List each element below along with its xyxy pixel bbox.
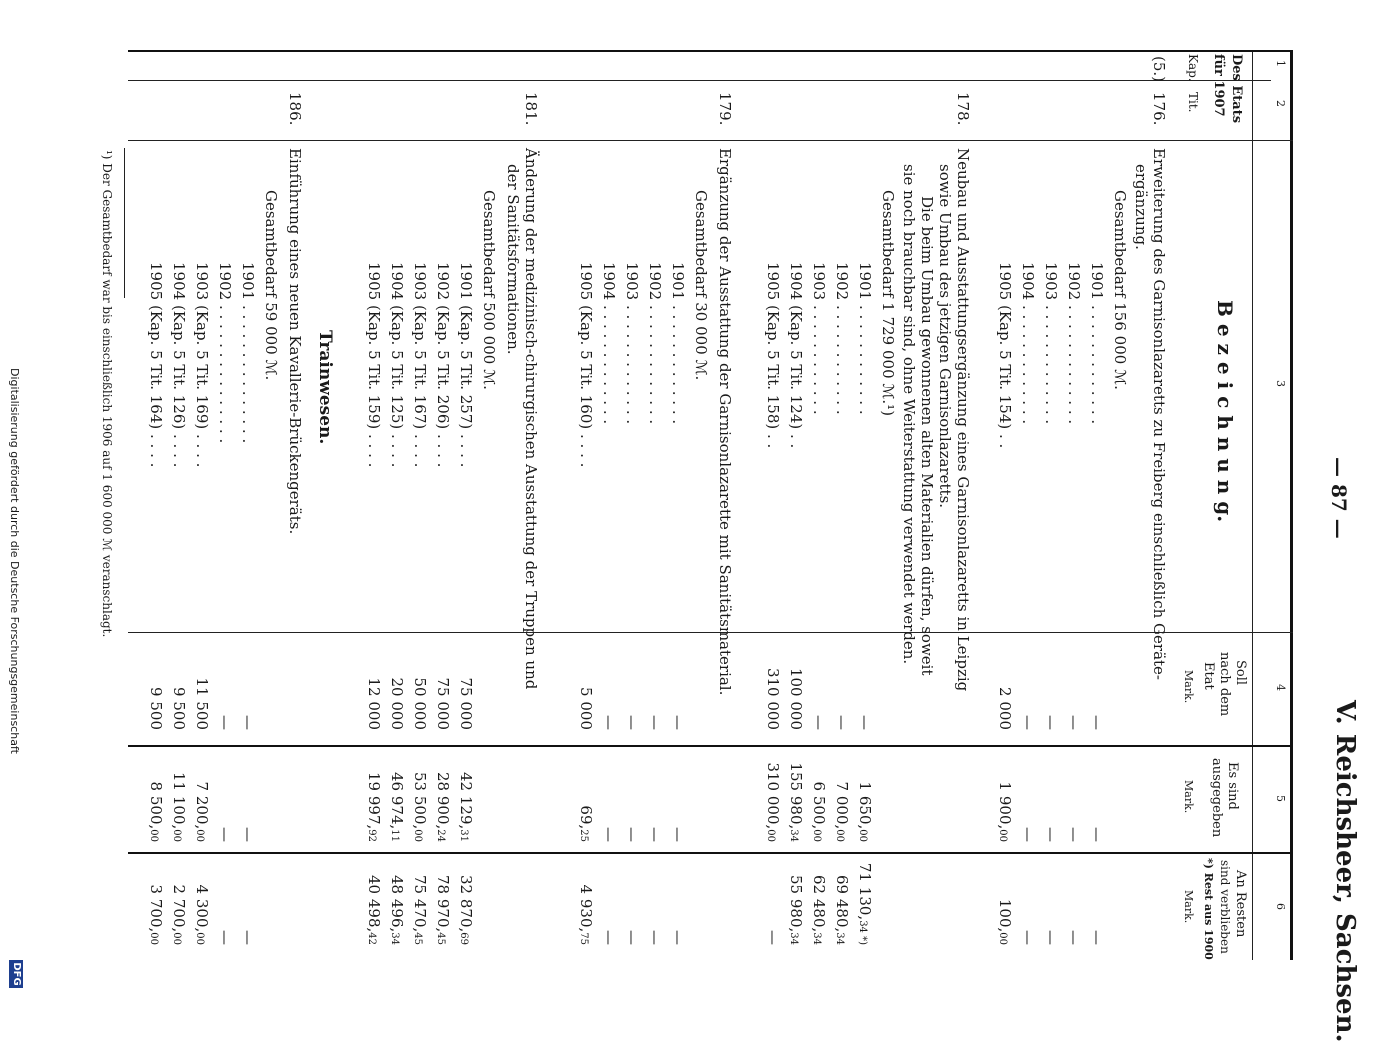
soll-value: — [646,715,664,730]
ausgegeben-value: 155 980,34 [787,762,805,842]
soll-value: — [1042,715,1060,730]
resten-value: 3 700,00 [147,884,165,945]
soll-value: 2 000 [996,687,1014,730]
tit-number: 179. [716,92,734,126]
soll-value: — [810,715,828,730]
col-number-5: 5 [1274,795,1287,802]
soll-value: — [239,715,257,730]
ausgegeben-value: 42 129,31 [457,772,475,842]
dfg-logo: DFG [9,960,23,988]
row-label: 1903 . . . . . . . . . . . . [810,262,828,415]
section-text-line: Einführung eines neuen Kavallerie-Brückengeräts. [286,148,304,535]
resten-value: — [646,930,664,945]
resten-value: 4 300,00 [193,884,211,945]
ausgegeben-value: — [646,827,664,842]
resten-value: 48 496,34 [388,875,406,945]
ausgegeben-value: — [239,827,257,842]
tit-number: 178. [954,92,972,126]
soll-value: — [1088,715,1106,730]
ausgegeben-value: — [600,827,618,842]
row-label: 1905 (Kap. 5 Tit. 154) . . [996,262,1014,449]
soll-value: — [669,715,687,730]
row-label: 1904 . . . . . . . . . . . . . [1019,262,1037,425]
col-number-6: 6 [1274,903,1287,910]
resten-value: 78 970,45 [434,875,452,945]
header-ausgegeben-1: Es sind [1225,762,1240,810]
ausgegeben-column-line [128,745,1293,747]
soll-value: 20 000 [388,677,406,730]
unit-resten: Mark. [1182,890,1195,924]
tit-number: 186. [286,92,304,126]
resten-value: 75 470,45 [411,875,429,945]
ausgegeben-value: — [1042,827,1060,842]
tit-number: 176. [1150,92,1168,126]
row-label: 1902 . . . . . . . . . . . . . [646,262,664,425]
section-text-line: ergänzung. [1132,164,1150,250]
header-soll-1: Soll [1233,660,1248,686]
page-number: — 87 — [1327,457,1351,539]
soll-value: — [856,715,874,730]
ausgegeben-value: 8 500,00 [147,781,165,842]
gesamtbedarf: Gesamtbedarf 30 000 ℳ. [692,190,710,381]
ausgegeben-value: — [669,827,687,842]
section-text-line: Ergänzung der Ausstattung der Garnisonlazarette mit Sanitätsmaterial. [716,148,734,696]
ausgegeben-value: 1 900,00 [996,781,1014,842]
section-text-line: sowie Umbau des jetzigen Garnisonlazaretts. [936,164,954,509]
gesamtbedarf: Gesamtbedarf 59 000 ℳ. [262,190,280,381]
ausgegeben-value: 6 500,00 [810,781,828,842]
section-text-line: sie noch brauchbar sind, ohne Weiterstattung verwendet werden. [900,164,918,665]
row-label: 1901 . . . . . . . . . . . . . [669,262,687,425]
resten-value: — [239,930,257,945]
resten-value: 4 930,75 [577,884,595,945]
soll-value: — [600,715,618,730]
digitization-note: Digitalisierung gefördert durch die Deutsche Forschungsgemeinschaft [8,368,21,754]
resten-value: 55 980,34 [787,875,805,945]
soll-value: 12 000 [365,677,383,730]
resten-value: — [1042,930,1060,945]
ausgegeben-value: 53 500,00 [411,772,429,842]
row-label: 1903 (Kap. 5 Tit. 167) . . . . [411,262,429,468]
resten-value: — [623,930,641,945]
soll-value: 9 500 [147,687,165,730]
soll-value: — [1019,715,1037,730]
row-label: 1904 (Kap. 5 Tit. 124) . . [787,262,805,449]
resten-value: — [216,930,234,945]
ausgegeben-value: 310 000,00 [764,762,782,842]
soll-value: 5 000 [577,687,595,730]
section-text-line: Änderung der medizinisch-chirurgischen Ausstattung der Truppen und [522,148,540,690]
header-resten-3: *) Rest aus 1900 [1202,858,1215,960]
ausgegeben-value: 7 200,00 [193,781,211,842]
header-etat-line1: Des Etats [1229,54,1244,124]
row-label: 1902 . . . . . . . . . . . . [833,262,851,415]
row-label: 1905 (Kap. 5 Tit. 160) . . . . [577,262,595,468]
footnote: ¹) Der Gesamtbedarf war bis einschließlich 1906 auf 1 600 000 ℳ veranschlagt. [100,150,114,638]
soll-value: 9 500 [170,687,188,730]
ausgegeben-value: 46 974,11 [388,772,406,842]
resten-value: 32 870,69 [457,875,475,945]
resten-value: — [600,930,618,945]
row-label: 1902 . . . . . . . . . . . . . . . [216,262,234,444]
ausgegeben-value: 69,25 [577,805,595,842]
ausgegeben-value: 28 900,24 [434,772,452,842]
col-number-4: 4 [1274,684,1287,691]
row-label: 1905 (Kap. 5 Tit. 164) . . . . [147,262,165,468]
kap-number: (5.) [1150,56,1168,83]
kap-tit-divider [128,80,1271,81]
ausgegeben-value: 1 650,00 [856,781,874,842]
footnote-rule [124,148,125,298]
soll-value: 50 000 [411,677,429,730]
resten-value: — [764,930,782,945]
row-label: 1904 (Kap. 5 Tit. 125) . . . . [388,262,406,468]
resten-column-line [128,852,1293,854]
header-etat-line2: für 1907 [1211,54,1226,117]
section-text-line: Neubau und Ausstattungsergänzung eines Garnisonlazaretts in Leipzig [954,148,972,692]
row-label: 1901 . . . . . . . . . . . . [856,262,874,415]
ausgegeben-value: 7 000,00 [833,781,851,842]
ausgegeben-value: 11 100,00 [170,772,188,842]
row-label: 1905 (Kap. 5 Tit. 159) . . . . [365,262,383,468]
soll-value: — [623,715,641,730]
ausgegeben-value: — [1019,827,1037,842]
section-text-line: Die beim Umbau gewonnenen alten Materialien dürfen, soweit [918,196,936,676]
ausgegeben-value: 19 997,92 [365,772,383,842]
resten-value: 69 480,34 [833,875,851,945]
ausgegeben-value: — [1065,827,1083,842]
soll-value: 75 000 [457,677,475,730]
row-label: 1903 . . . . . . . . . . . . . [1042,262,1060,425]
resten-value: 2 700,00 [170,884,188,945]
section-text-line: Erweiterung des Garnisonlazaretts zu Freiberg einschließlich Geräte- [1150,148,1168,681]
resten-value: 71 130,34 *) [856,862,874,945]
soll-value: — [1065,715,1083,730]
header-bezeichnung: B e z e i c h n u n g. [1213,300,1237,523]
header-ausgegeben-2: ausgegeben [1209,758,1224,838]
soll-value: 100 000 [787,667,805,730]
table-top-rule [1290,50,1293,960]
resten-value: — [1019,930,1037,945]
row-label: 1901 (Kap. 5 Tit. 257) . . . . [457,262,475,468]
soll-column-line [128,632,1293,633]
soll-value: — [833,715,851,730]
soll-value: 310 000 [764,667,782,730]
ausgegeben-value: — [216,827,234,842]
resten-value: — [1088,930,1106,945]
resten-value: — [669,930,687,945]
resten-value: 62 480,34 [810,875,828,945]
tit-number: 181. [522,92,540,126]
gesamtbedarf: Gesamtbedarf 1 729 000 ℳ.¹) [879,190,897,417]
soll-value: — [216,715,234,730]
col-number-1: 1 [1274,60,1287,67]
header-bottom-rule [1252,50,1253,960]
row-label: 1902 . . . . . . . . . . . . . [1065,262,1083,425]
section-title: V. Reichsheer, Sachsen. [1330,700,1360,1043]
gesamtbedarf: Gesamtbedarf 500 000 ℳ. [480,190,498,390]
header-soll-2: nach dem [1217,652,1232,717]
unit-soll: Mark. [1182,670,1195,704]
row-label: 1903 . . . . . . . . . . . . . [623,262,641,425]
subsection-heading: Trainwesen. [315,330,335,445]
resten-value: 100,00 [996,898,1014,945]
row-label: 1905 (Kap. 5 Tit. 158) . . [764,262,782,449]
row-label: 1903 (Kap. 5 Tit. 169) . . . . [193,262,211,468]
unit-ausgegeben: Mark. [1182,780,1195,814]
row-label: 1904 (Kap. 5 Tit. 126) . . . . [170,262,188,468]
row-label: 1904 . . . . . . . . . . . . . [600,262,618,425]
ausgegeben-value: — [623,827,641,842]
resten-value: 40 498,42 [365,875,383,945]
section-text-line: der Sanitätsformationen. [504,164,522,355]
col-number-3: 3 [1274,380,1287,387]
row-label: 1902 (Kap. 5 Tit. 206) . . . . [434,262,452,468]
title-column-line [128,140,1293,141]
header-resten-1: An Resten [1233,870,1248,938]
row-label: 1901 . . . . . . . . . . . . . . . [239,262,257,444]
header-resten-2: sind verblieben [1218,860,1232,954]
col-number-2: 2 [1274,100,1287,107]
header-tit: Tit. [1186,92,1200,113]
resten-value: — [1065,930,1083,945]
header-kap: Kap. [1186,54,1200,82]
ausgegeben-value: — [1088,827,1106,842]
soll-value: 75 000 [434,677,452,730]
header-soll-3: Etat [1201,662,1216,690]
soll-value: 11 500 [193,677,211,730]
row-label: 1901 . . . . . . . . . . . . . [1088,262,1106,425]
kap-column-line [128,50,1293,52]
gesamtbedarf: Gesamtbedarf 156 000 ℳ. [1111,190,1129,390]
